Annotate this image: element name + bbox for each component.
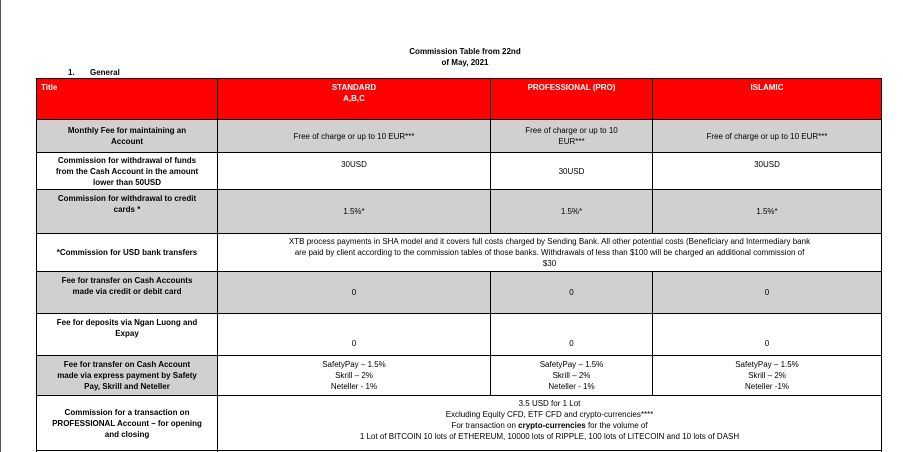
cell-professional: 0: [491, 314, 653, 356]
document-title: [330, 46, 600, 68]
row-label: Commission for withdrawal to credit cards *: [37, 190, 218, 234]
table-bottom-border: [36, 450, 881, 451]
document-title-line: Commission Table from 22nd: [409, 47, 521, 56]
table-row: [37, 120, 882, 153]
row-label: *Commission for USD bank transfers: [37, 234, 218, 272]
section-number: 1.: [68, 68, 75, 77]
cell-islamic: Free of charge or up to 10 EUR***: [653, 120, 882, 153]
cell-professional: SafetyPay – 1.5% Skrill – 2% Neteller - 1%: [491, 356, 653, 396]
row-label: Fee for transfer on Cash Account made via express payment by Safety Pay, Skrill and Neteller: [37, 356, 218, 396]
cell-merged: 3.5 USD for 1 Lot Excluding Equity CFD, ETF CFD and crypto-currencies**** For transaction on crypto-currencies for the volume of 1 Lot of BITCOIN 10 lots of ETHEREUM, 10000 lots of RIPPLE, 100 lots of LITECOIN and 10 lots of DASH: [218, 396, 882, 452]
row-label: Commission for a transaction on PROFESSIONAL Account – for opening and closing: [37, 396, 218, 452]
table-row: [37, 153, 882, 190]
cell-professional: Free of charge or up to 10 EUR***: [491, 120, 653, 153]
cell-standard: 1.5%*: [218, 190, 491, 234]
row-label: Fee for deposits via Ngan Luong and Expay: [37, 314, 218, 356]
cell-islamic: 0: [653, 314, 882, 356]
header-professional: PROFESSIONAL (PRO): [491, 79, 653, 120]
table-row: [37, 314, 882, 356]
row-label: Monthly Fee for maintaining an Account: [37, 120, 218, 153]
cell-professional: 1.5%*: [491, 190, 653, 234]
document-title-line: of May, 2021: [441, 58, 489, 67]
table-row: [37, 190, 882, 234]
table-row: [37, 234, 882, 272]
cell-standard: 30USD: [218, 153, 491, 190]
header-title: Title: [37, 79, 218, 120]
cell-islamic: 1.5%*: [653, 190, 882, 234]
row-label: Commission for withdrawal of funds from the Cash Account in the amount lower than 50USD: [37, 153, 218, 190]
cell-professional: 30USD: [491, 153, 653, 190]
section-heading: [68, 68, 120, 77]
cell-islamic: 0: [653, 272, 882, 314]
table-row: [37, 272, 882, 314]
section-label: General: [90, 68, 120, 77]
cell-islamic: 30USD: [653, 153, 882, 190]
cell-merged: XTB process payments in SHA model and it covers full costs charged by Sending Bank. All other potential costs (Beneficiary and Intermediary bank are paid by client according to the commission tables of those banks. Withdrawals of less than $100 will be charged an additional commission of $30: [218, 234, 882, 272]
table-row: [37, 356, 882, 396]
commission-table: [36, 78, 882, 452]
header-row: [37, 79, 882, 120]
header-islamic: ISLAMIC: [653, 79, 882, 120]
row-label: Fee for transfer on Cash Accounts made via credit or debit card: [37, 272, 218, 314]
page-left-edge: [0, 0, 1, 452]
cell-standard: 0: [218, 272, 491, 314]
table-row: [37, 396, 882, 452]
cell-professional: 0: [491, 272, 653, 314]
cell-standard: Free of charge or up to 10 EUR***: [218, 120, 491, 153]
cell-islamic: SafetyPay – 1.5% Skrill – 2% Neteller -1%: [653, 356, 882, 396]
cell-standard: SafetyPay – 1.5% Skrill – 2% Neteller - 1%: [218, 356, 491, 396]
cell-standard: 0: [218, 314, 491, 356]
header-standard: STANDARD A,B,C: [218, 79, 491, 120]
